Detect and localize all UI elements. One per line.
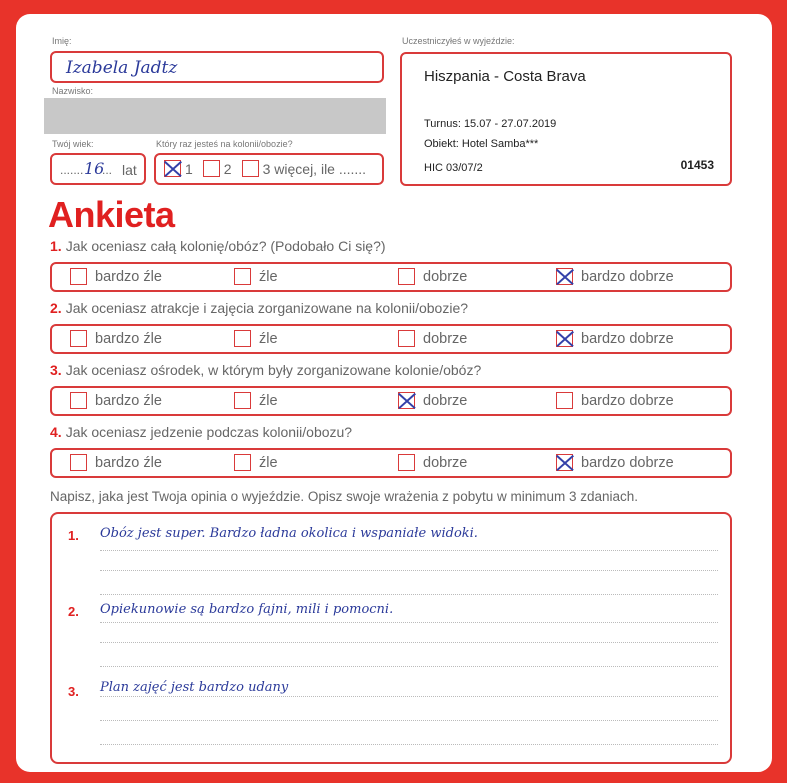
answer-row-1 [50,262,732,292]
option-3-4[interactable] [556,392,674,409]
answer-row-3 [50,386,732,416]
question-3 [50,362,481,378]
imie-field[interactable] [50,51,384,83]
option-label: bardzo źle [95,392,162,409]
answer-text-3: Plan zajęć jest bardzo udany [100,680,289,695]
kolonia-option-1: 1 [185,160,193,177]
checkbox-icon[interactable] [556,392,573,409]
question-2 [50,300,468,316]
checkbox-icon[interactable] [556,330,573,347]
trip-title: Hiszpania - Costa Brava [424,68,586,85]
imie-value: Izabela Jadtz [66,58,178,78]
option-2-3[interactable] [398,330,467,347]
checkbox-icon[interactable] [234,392,251,409]
answer-text-2: Opiekunowie są bardzo fajni, mili i pomocni. [100,602,394,617]
checkbox-icon[interactable] [398,330,415,347]
answer-text-1: Obóz jest super. Bardzo ładna okolica i wspaniałe widoki. [100,526,478,541]
survey-title: Ankieta [48,194,175,235]
option-label: bardzo dobrze [581,454,674,471]
option-label: bardzo źle [95,454,162,471]
survey-sheet [16,14,772,772]
option-label: bardzo źle [95,330,162,347]
option-1-4[interactable] [556,268,674,285]
option-label: dobrze [423,268,468,285]
wiek-dots-right: ... [102,163,113,177]
question-text: Jak oceniasz jedzenie podczas kolonii/obozu? [65,424,353,440]
option-label: bardzo źle [95,268,162,285]
option-label: bardzo dobrze [581,392,674,409]
question-4 [50,424,352,440]
option-2-4[interactable] [556,330,674,347]
option-3-2[interactable] [234,392,278,409]
kolonia-checkbox-3[interactable] [242,160,259,177]
kolonia-checkbox-2[interactable] [203,160,220,177]
trip-obiekt: Obiekt: Hotel Samba*** [424,138,539,150]
checkbox-icon[interactable] [70,268,87,285]
option-label: źle [259,268,278,285]
option-label: dobrze [423,454,468,471]
trip-numer: 01453 [680,158,714,172]
wiek-label: Twój wiek: [52,139,94,149]
option-label: źle [259,330,278,347]
checkbox-icon[interactable] [70,392,87,409]
question-number: 2. [50,300,62,316]
answer-num-2: 2. [68,604,79,619]
option-label: bardzo dobrze [581,268,674,285]
option-4-3[interactable] [398,454,467,471]
kolonia-label: Który raz jesteś na kolonii/obozie? [156,139,293,149]
option-1-2[interactable] [234,268,278,285]
nazwisko-field-redacted [44,98,386,134]
option-4-2[interactable] [234,454,278,471]
checkbox-icon[interactable] [556,454,573,471]
option-4-1[interactable] [70,454,162,471]
answer-num-3: 3. [68,684,79,699]
wiek-field[interactable] [50,153,146,185]
checkbox-icon[interactable] [398,392,415,409]
kolonia-option-3: 3 więcej, ile ....... [262,160,367,177]
nazwisko-label: Nazwisko: [52,86,94,96]
option-2-1[interactable] [70,330,162,347]
option-label: dobrze [423,330,468,347]
question-text: Jak oceniasz ośrodek, w którym były zorganizowane kolonie/obóz? [65,362,482,378]
trip-info-box [400,52,732,186]
trip-kod: HIC 03/07/2 [424,162,483,174]
opinion-prompt: Napisz, jaka jest Twoja opinia o wyjeździe. Opisz swoje wrażenia z pobytu w minimum 3 zdaniach. [50,489,639,504]
option-label: bardzo dobrze [581,330,674,347]
checkbox-icon[interactable] [234,330,251,347]
option-1-1[interactable] [70,268,162,285]
trip-turnus: Turnus: 15.07 - 27.07.2019 [424,118,557,130]
option-3-1[interactable] [70,392,162,409]
checkbox-icon[interactable] [70,454,87,471]
question-text: Jak oceniasz atrakcje i zajęcia zorganizowane na kolonii/obozie? [65,300,469,316]
checkbox-icon[interactable] [234,268,251,285]
checkbox-icon[interactable] [398,268,415,285]
option-3-3[interactable] [398,392,467,409]
question-number: 3. [50,362,62,378]
option-2-2[interactable] [234,330,278,347]
checkbox-icon[interactable] [556,268,573,285]
kolonia-option-2: 2 [223,160,232,177]
trip-label: Uczestniczyłeś w wyjeździe: [402,36,515,46]
checkbox-icon[interactable] [398,454,415,471]
option-1-3[interactable] [398,268,467,285]
question-text: Jak oceniasz całą kolonię/obóz? (Podobało Ci się?) [65,238,386,254]
opinion-box[interactable] [50,512,732,764]
kolonia-checkbox-1[interactable] [164,160,181,177]
answer-num-1: 1. [68,528,79,543]
wiek-unit: lat [122,162,137,178]
checkbox-icon[interactable] [70,330,87,347]
question-1 [50,238,386,254]
imie-label: Imię: [52,36,72,46]
option-label: źle [259,454,278,471]
question-number: 1. [50,238,62,254]
option-label: źle [259,392,278,409]
answer-row-2 [50,324,732,354]
checkbox-icon[interactable] [234,454,251,471]
option-label: dobrze [423,392,468,409]
option-4-4[interactable] [556,454,674,471]
answer-row-4 [50,448,732,478]
kolonia-field [154,153,384,185]
question-number: 4. [50,424,62,440]
wiek-dots-left: ....... [60,163,84,177]
wiek-value: 16 [84,159,105,178]
